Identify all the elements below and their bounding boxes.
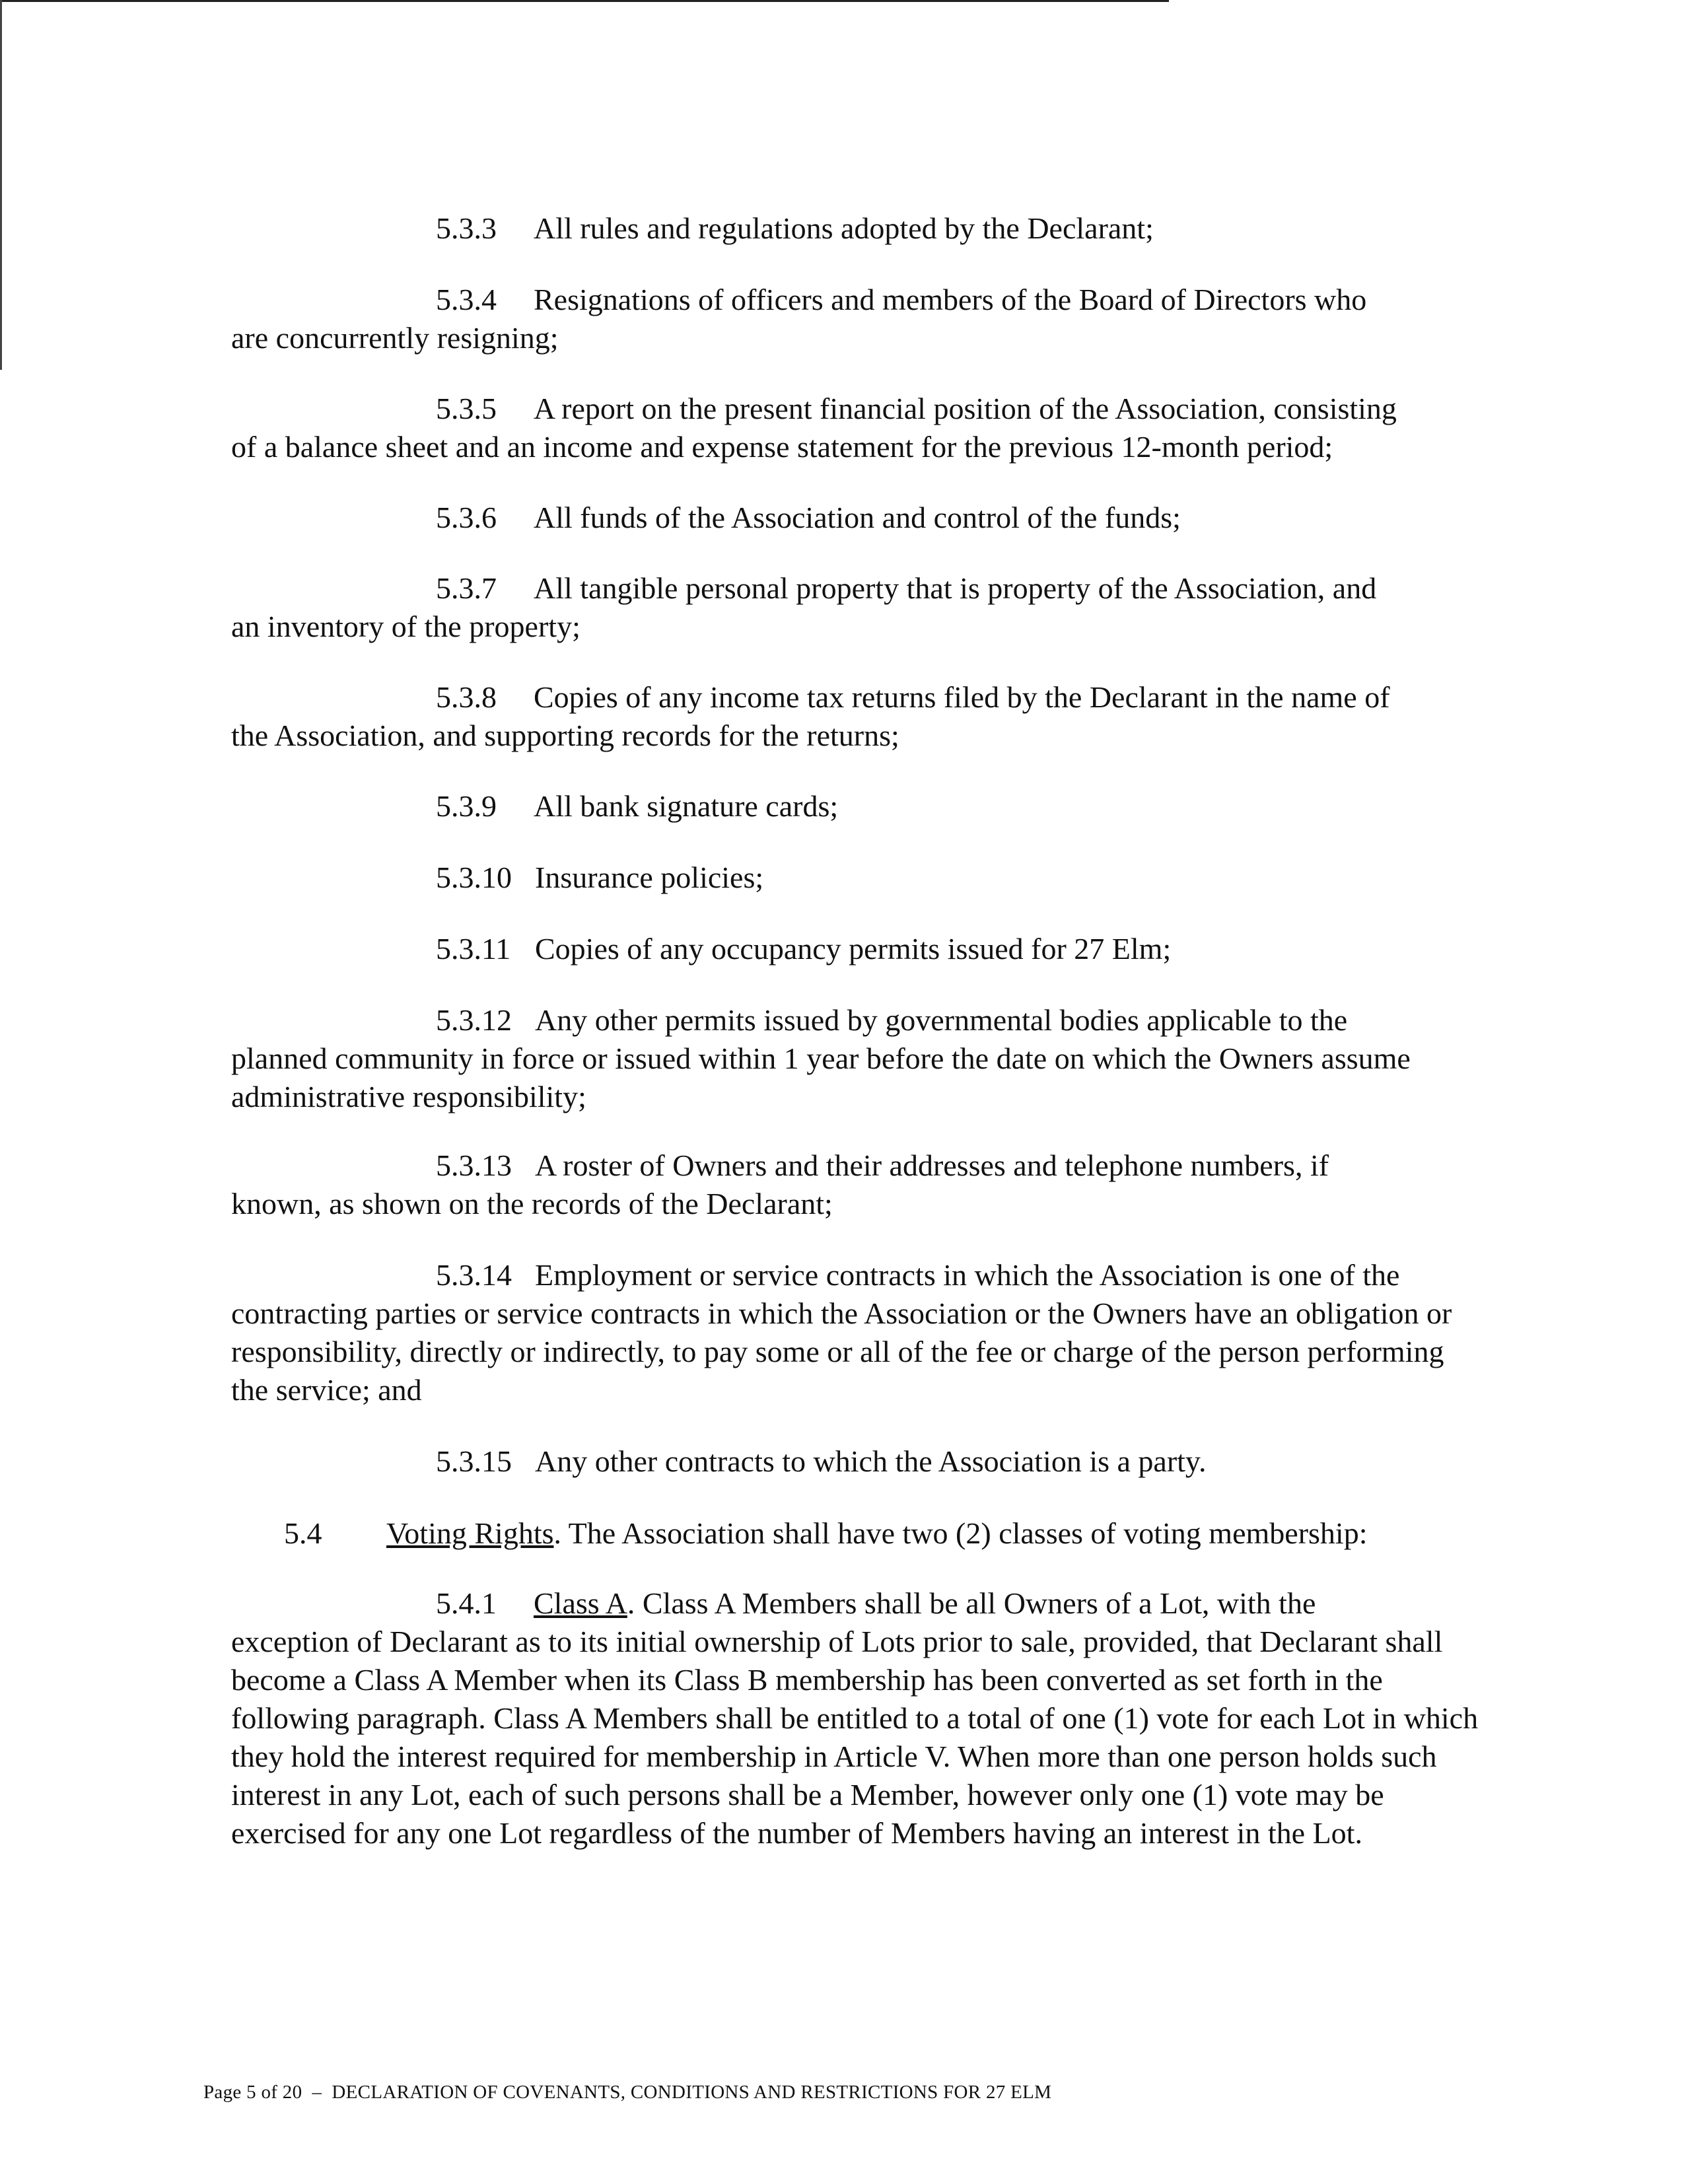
clause-5-3-8 bbox=[231, 678, 1486, 755]
clause-5-3-5 bbox=[231, 390, 1486, 466]
clause-5-3-15 bbox=[231, 1442, 1486, 1481]
page-number: Page 5 of 20 bbox=[203, 2082, 302, 2103]
section-heading: Voting Rights bbox=[386, 1516, 554, 1550]
clause-continuation: contracting parties or service contracts in which the Association or the Owners have an obligation or responsibility, directly or indirectly, to pay some or all of the fee or charge of the person performing the service; and bbox=[231, 1296, 1452, 1407]
clause-continuation: of a balance sheet and an income and expense statement for the previous 12-month period; bbox=[231, 430, 1333, 464]
page-footer bbox=[203, 2080, 1051, 2104]
clause-continuation: known, as shown on the records of the Declarant; bbox=[231, 1187, 833, 1220]
clause-continuation: the Association, and supporting records for the returns; bbox=[231, 719, 899, 752]
clause-5-3-13 bbox=[231, 1146, 1486, 1223]
clause-continuation: planned community in force or issued within 1 year before the date on which the Owners assume administrative responsibility; bbox=[231, 1041, 1411, 1113]
clause-number: 5.3.13 bbox=[436, 1148, 512, 1182]
clause-5-3-10 bbox=[231, 859, 1486, 897]
clause-5-3-3 bbox=[231, 209, 1486, 248]
clause-text: Insurance policies; bbox=[535, 861, 764, 894]
footer-separator: – bbox=[306, 2082, 327, 2103]
clause-number: 5.3.5 bbox=[436, 392, 497, 425]
clause-text: Copies of any income tax returns filed by the Declarant in the name of bbox=[534, 680, 1390, 714]
clause-text: Any other permits issued by governmental bodies applicable to the bbox=[535, 1003, 1348, 1037]
subsection-continuation: exception of Declarant as to its initial ownership of Lots prior to sale, provided, that Declarant shall become a Class A Member when its Class B membership has been converted as set forth in the following paragraph. Class A Members shall be entitled to a total of one (1) vote for each Lot in which they hold the interest required for membership in Article V. When more than one person holds such interest in any Lot, each of such persons shall be a Member, however only one (1) vote may be exercised for any one Lot regardless of the number of Members having an interest in the Lot. bbox=[231, 1625, 1479, 1850]
clause-5-3-7 bbox=[231, 569, 1486, 646]
clause-text: Employment or service contracts in which the Association is one of the bbox=[535, 1258, 1400, 1292]
clause-text: Copies of any occupancy permits issued for 27 Elm; bbox=[535, 932, 1172, 966]
clause-text: All bank signature cards; bbox=[534, 789, 839, 823]
subsection-text: . Class A Members shall be all Owners of a Lot, with the bbox=[627, 1586, 1316, 1620]
clause-number: 5.3.12 bbox=[436, 1003, 512, 1037]
clause-text: All tangible personal property that is property of the Association, and bbox=[534, 571, 1377, 605]
clause-text: Any other contracts to which the Association is a party. bbox=[535, 1444, 1207, 1478]
clause-number: 5.3.3 bbox=[436, 211, 497, 245]
clause-5-3-12 bbox=[231, 1001, 1486, 1116]
subsection-heading: Class A bbox=[534, 1586, 627, 1620]
clause-number: 5.3.10 bbox=[436, 861, 512, 894]
clause-continuation: an inventory of the property; bbox=[231, 610, 580, 643]
clause-number: 5.3.6 bbox=[436, 501, 497, 534]
footer-title: DECLARATION OF COVENANTS, CONDITIONS AND RESTRICTIONS FOR 27 ELM bbox=[332, 2082, 1052, 2103]
clause-number: 5.3.15 bbox=[436, 1444, 512, 1478]
subsection-number: 5.4.1 bbox=[436, 1586, 497, 1620]
clause-number: 5.3.7 bbox=[436, 571, 497, 605]
scan-border-left bbox=[0, 0, 2, 370]
clause-5-3-6 bbox=[231, 499, 1486, 537]
clause-number: 5.3.14 bbox=[436, 1258, 512, 1292]
clause-number: 5.3.8 bbox=[436, 680, 497, 714]
clause-text: A roster of Owners and their addresses and telephone numbers, if bbox=[535, 1148, 1329, 1182]
clause-text: Resignations of officers and members of the Board of Directors who bbox=[534, 283, 1367, 316]
clause-continuation: are concurrently resigning; bbox=[231, 321, 559, 355]
clause-5-3-14 bbox=[231, 1256, 1486, 1409]
section-5-4 bbox=[284, 1514, 1512, 1553]
clause-5-3-4 bbox=[231, 281, 1486, 357]
clause-text: All rules and regulations adopted by the Declarant; bbox=[534, 211, 1154, 245]
clause-number: 5.3.11 bbox=[436, 932, 511, 966]
clause-5-3-9 bbox=[231, 787, 1486, 826]
section-text: . The Association shall have two (2) classes of voting membership: bbox=[553, 1516, 1368, 1550]
scan-border-top bbox=[0, 0, 1169, 2]
clause-text: A report on the present financial position of the Association, consisting bbox=[534, 392, 1397, 425]
subsection-5-4-1 bbox=[231, 1584, 1486, 1852]
clause-number: 5.3.4 bbox=[436, 283, 497, 316]
section-number: 5.4 bbox=[284, 1516, 322, 1550]
clause-text: All funds of the Association and control of the funds; bbox=[534, 501, 1181, 534]
clause-number: 5.3.9 bbox=[436, 789, 497, 823]
clause-5-3-11 bbox=[231, 930, 1486, 968]
